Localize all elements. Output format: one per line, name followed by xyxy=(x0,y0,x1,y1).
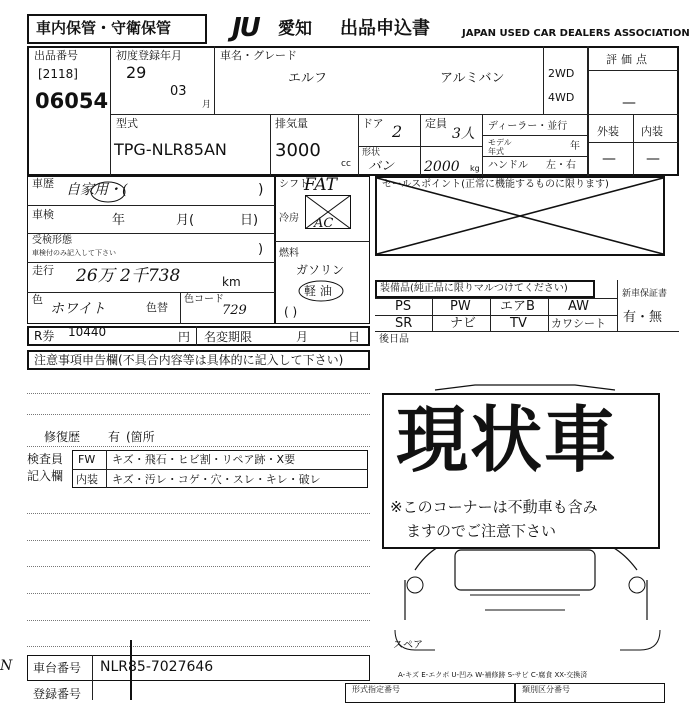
mileage-unit: km xyxy=(222,275,241,289)
repair-place: (箇所 xyxy=(126,430,155,444)
shift-value: FAT xyxy=(304,175,338,195)
handle-options: 左・右 xyxy=(546,160,576,171)
dealer-label: ディーラー・並行 xyxy=(488,121,568,132)
fw-label: FW xyxy=(78,453,96,466)
equipment-pw: PW xyxy=(450,299,471,314)
fuel-diesel: 軽 油 xyxy=(304,284,332,298)
org-name: 愛知 xyxy=(278,19,312,39)
interior-check-items: キズ・汚レ・コゲ・穴・スレ・キレ・破レ xyxy=(112,473,321,486)
registration-type-label: 車歴 xyxy=(32,177,54,190)
first-registration-month: 03 xyxy=(170,84,187,99)
mileage-value: 26万 2千738 xyxy=(76,266,181,286)
fuel-circle-mark xyxy=(298,279,344,303)
inspector-label-1: 検査員 xyxy=(27,452,64,466)
displacement-unit: cc xyxy=(341,159,351,169)
registration-type-value: 自家用・( xyxy=(66,182,128,198)
drive-4wd: 4WD xyxy=(548,91,575,104)
model-year-label: モデル年式 xyxy=(488,138,512,156)
margin-mark: N xyxy=(0,658,13,674)
exterior-value: — xyxy=(602,151,616,167)
damage-legend: A-キズ E-エクボ U-凹み W-補修跡 S-サビ C-腐食 XX-交換済 xyxy=(398,671,588,679)
interior-check-label: 内装 xyxy=(76,473,98,486)
equipment-tv: TV xyxy=(510,316,527,331)
inspection-day: 日) xyxy=(240,213,259,228)
mileage-label: 走行 xyxy=(32,264,54,277)
displacement-label: 排気量 xyxy=(275,117,308,130)
load-value: 2000 xyxy=(424,159,460,175)
transfer-day: 日 xyxy=(348,330,361,344)
first-registration-year: 29 xyxy=(126,63,147,82)
receipt-close: ) xyxy=(258,242,264,257)
association-name: JAPAN USED CAR DEALERS ASSOCIATION xyxy=(462,28,690,39)
car-grade-value: アルミバン xyxy=(440,71,505,86)
recycle-label: R券 xyxy=(34,329,55,343)
transfer-deadline-label: 名変期限 xyxy=(204,330,253,344)
equipment-ps: PS xyxy=(395,299,412,314)
as-is-title: 現状車 xyxy=(396,398,619,482)
circle-mark xyxy=(90,180,126,204)
repair-yes: 有 xyxy=(108,430,121,444)
inspection-year: 年 xyxy=(112,213,126,228)
sales-point-label: セールスポイント(正常に機能するものに限ります) xyxy=(382,179,609,190)
body-shape-value: バン xyxy=(368,159,395,174)
aircon-value: AC xyxy=(314,216,334,231)
color-label: 色 xyxy=(32,293,43,306)
capacity-label: 定員 xyxy=(425,117,447,130)
warranty-label: 新車保証書 xyxy=(622,289,668,299)
lot-number: 06054 xyxy=(35,89,109,113)
equipment-sr: SR xyxy=(395,316,413,331)
chassis-value: NLR85-7027646 xyxy=(100,659,214,675)
first-registration-label: 初度登録年月 xyxy=(116,49,182,62)
color-code-value: 729 xyxy=(222,303,247,318)
category-number-label: 類別区分番号 xyxy=(522,685,570,694)
equipment-navi: ナビ xyxy=(450,316,477,331)
equipment-label: 装備品(純正品に限りマルつけてください) xyxy=(380,283,568,294)
interior-label: 内装 xyxy=(641,125,663,138)
capacity-value: 3人 xyxy=(452,126,475,142)
body-shape-label: 形状 xyxy=(362,148,381,158)
type-designation-label: 形式指定番号 xyxy=(352,685,400,694)
equipment-airbag: エアB xyxy=(500,299,535,314)
color-tone-label: 色替 xyxy=(146,301,168,314)
storage-label: 車内保管・守衛保管 xyxy=(36,19,172,37)
handle-label: ハンドル xyxy=(488,160,528,171)
load-unit: kg xyxy=(470,164,480,173)
color-value: ホワイト xyxy=(50,301,106,317)
first-registration-month-unit: 月 xyxy=(202,100,212,110)
equipment-leather-seat: カワシート xyxy=(551,317,606,330)
notes-label: 注意事項申告欄(不具合内容等は具体的に記入して下さい) xyxy=(34,353,344,367)
fuel-gasoline: ガソリン xyxy=(296,263,345,277)
as-is-note-line-2: ますのでご注意下さい xyxy=(406,522,557,540)
doors-label: ドア xyxy=(362,117,384,130)
warranty-options: 有・無 xyxy=(623,310,663,325)
rating-label: 評価点 xyxy=(606,53,651,66)
model-year-unit: 年 xyxy=(570,141,580,152)
drive-2wd: 2WD xyxy=(548,67,575,80)
lot-bracket-number: [2118] xyxy=(38,67,78,81)
fuel-paren: ( ) xyxy=(284,305,298,319)
recycle-unit: 円 xyxy=(178,330,191,344)
fuel-label: 燃料 xyxy=(279,248,299,259)
fw-items: キズ・飛石・ヒビ割・リペア跡・X要 xyxy=(112,453,296,466)
interior-value: — xyxy=(646,151,660,167)
model-value: TPG-NLR85AN xyxy=(114,140,227,159)
shift-label: シフト xyxy=(279,179,309,190)
car-name-label: 車名・グレード xyxy=(220,49,297,62)
exterior-label: 外装 xyxy=(597,125,619,138)
reg-number-label: 登録番号 xyxy=(33,687,82,701)
model-label: 型式 xyxy=(116,117,138,130)
inspection-month: 月( xyxy=(176,213,195,228)
ju-logo: JU xyxy=(232,13,259,43)
displacement-value: 3000 xyxy=(275,140,321,161)
aircon-label: 冷房 xyxy=(279,213,299,224)
as-is-note-line-1: ※このコーナーは不動車も含み xyxy=(390,498,598,516)
transfer-month: 月 xyxy=(296,330,309,344)
registration-type-close: ) xyxy=(258,182,264,198)
inspector-label-2: 記入欄 xyxy=(27,469,64,483)
after-market-label: 後日品 xyxy=(379,334,409,345)
chassis-label: 車台番号 xyxy=(33,661,82,675)
receipt-label: 受検形態 xyxy=(32,235,72,246)
recycle-value: 10440 xyxy=(68,325,107,339)
repair-history-label: 修復歴 xyxy=(44,430,81,444)
receipt-note: 車検付のみ記入して下さい xyxy=(32,249,116,257)
lot-number-label: 出品番号 xyxy=(34,49,78,62)
spare-label: スペア xyxy=(393,640,423,651)
color-code-label: 色コード xyxy=(184,294,224,305)
cross-mark xyxy=(305,195,351,229)
rating-value: — xyxy=(622,95,636,111)
equipment-aw: AW xyxy=(568,299,590,314)
inspection-label: 車検 xyxy=(32,208,54,221)
document-title: 出品申込書 xyxy=(340,18,430,39)
doors-value: 2 xyxy=(392,122,403,141)
car-name-value: エルフ xyxy=(288,71,328,86)
